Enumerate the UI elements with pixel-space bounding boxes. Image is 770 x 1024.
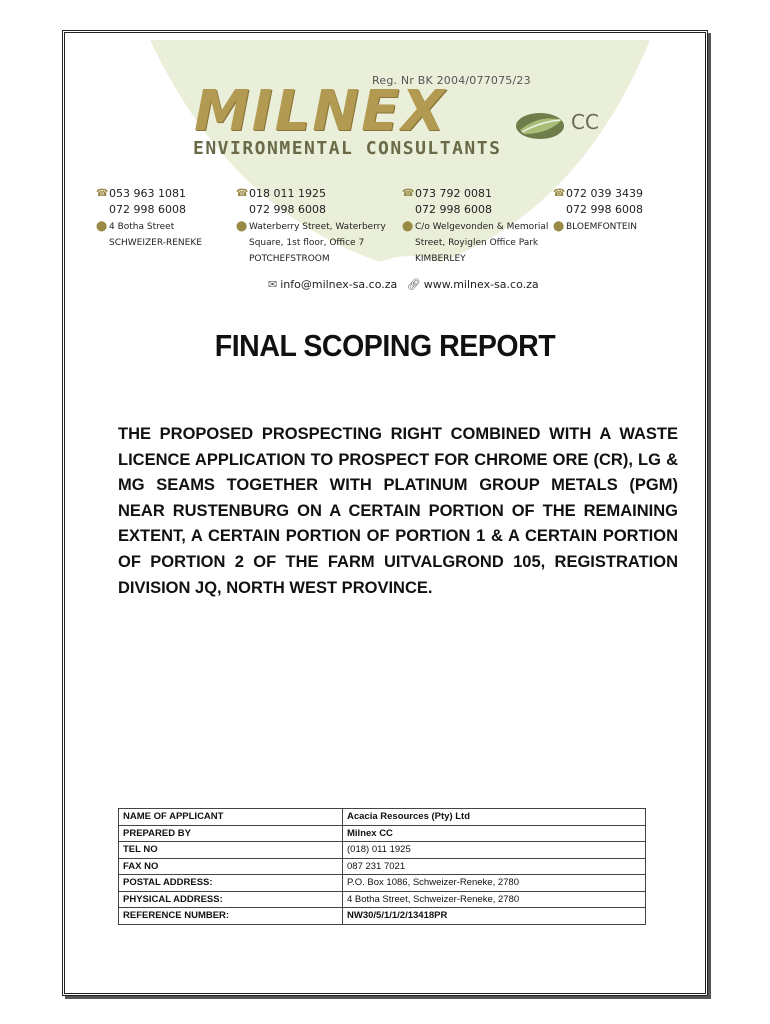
table-label: POSTAL ADDRESS: — [119, 875, 343, 892]
table-value: 4 Botha Street, Schweizer-Reneke, 2780 — [343, 891, 646, 908]
table-value: Milnex CC — [343, 825, 646, 842]
table-value: 087 231 7021 — [343, 858, 646, 875]
table-value: (018) 011 1925 — [343, 842, 646, 859]
leaf-icon — [512, 108, 568, 144]
office-phone-primary: 072 039 3439 — [566, 187, 643, 200]
table-label: NAME OF APPLICANT — [119, 809, 343, 826]
table-label: PHYSICAL ADDRESS: — [119, 891, 343, 908]
table-row — [119, 908, 646, 925]
location-pin-icon: ⬤ — [96, 221, 108, 232]
office-phone-primary: 053 963 1081 — [109, 187, 186, 200]
envelope-icon: ✉ — [268, 278, 278, 291]
office-phone-secondary: 072 998 6008 — [249, 203, 326, 216]
table-value: P.O. Box 1086, Schweizer-Reneke, 2780 — [343, 875, 646, 892]
report-title: FINAL SCOPING REPORT — [214, 328, 556, 363]
phone-icon: ☎ — [236, 188, 249, 199]
office-phone-secondary: 072 998 6008 — [415, 203, 492, 216]
office-address-line: Square, 1st floor, Office 7 — [249, 238, 365, 248]
table-label: TEL NO — [119, 842, 343, 859]
office-potchefstroom — [236, 186, 396, 267]
registration-number: Reg. Nr BK 2004/077075/23 — [372, 74, 531, 87]
office-address-line: KIMBERLEY — [415, 254, 466, 264]
table-label: PREPARED BY — [119, 825, 343, 842]
office-bloemfontein — [553, 186, 673, 235]
office-address-line: Waterberry Street, Waterberry — [249, 222, 386, 232]
office-address-line: SCHWEIZER-RENEKE — [109, 238, 202, 248]
location-pin-icon: ⬤ — [553, 221, 565, 232]
table-value: NW30/5/1/1/2/13418PR — [343, 908, 646, 925]
office-phone-secondary: 072 998 6008 — [566, 203, 643, 216]
office-phone-secondary: 072 998 6008 — [109, 203, 186, 216]
company-logo: MILNEX — [194, 79, 447, 144]
phone-icon: ☎ — [553, 188, 566, 199]
office-phone-primary: 073 792 0081 — [415, 187, 492, 200]
office-schweizer-reneke — [96, 186, 256, 251]
table-label: REFERENCE NUMBER: — [119, 908, 343, 925]
table-value: Acacia Resources (Pty) Ltd — [343, 809, 646, 826]
phone-icon: ☎ — [402, 188, 415, 199]
table-row — [119, 891, 646, 908]
location-pin-icon: ⬤ — [402, 221, 414, 232]
link-icon: 🔗︎ — [406, 278, 421, 291]
table-row — [119, 875, 646, 892]
table-label: FAX NO — [119, 858, 343, 875]
office-address-line: BLOEMFONTEIN — [566, 222, 637, 232]
company-tagline: ENVIRONMENTAL CONSULTANTS — [193, 138, 502, 159]
office-address-line: 4 Botha Street — [109, 222, 175, 232]
office-kimberley — [402, 186, 562, 267]
project-description: THE PROPOSED PROSPECTING RIGHT COMBINED WITH A WASTE LICENCE APPLICATION TO PROSPECT FOR CHROME ORE (CR), LG & MG SEAMS TOGETHER WITH PLATINUM GROUP METALS (PGM) NEAR RUSTENBURG ON A CERTAIN PORTION OF THE REMAINING EXTENT, A CERTAIN PORTION OF PORTION 1 & A CERTAIN PORTION OF PORTION 2 OF THE FARM UITVALGROND 105, REGISTRATION DIVISION JQ, NORTH WEST PROVINCE. — [118, 425, 678, 597]
office-phone-primary: 018 011 1925 — [249, 187, 326, 200]
office-address-line: C/o Welgevonden & Memorial — [415, 222, 549, 232]
office-address-line: POTCHEFSTROOM — [249, 254, 330, 264]
logo-suffix: CC — [571, 110, 599, 134]
table-row — [119, 825, 646, 842]
location-pin-icon: ⬤ — [236, 221, 248, 232]
email-link[interactable]: info@milnex-sa.co.za — [280, 278, 398, 291]
table-row — [119, 842, 646, 859]
table-row — [119, 809, 646, 826]
contact-line — [268, 278, 539, 291]
table-row — [119, 858, 646, 875]
phone-icon: ☎ — [96, 188, 109, 199]
office-address-line: Street, Royiglen Office Park — [415, 238, 539, 248]
website-link[interactable]: www.milnex-sa.co.za — [423, 278, 539, 291]
applicant-info-table — [118, 808, 646, 925]
